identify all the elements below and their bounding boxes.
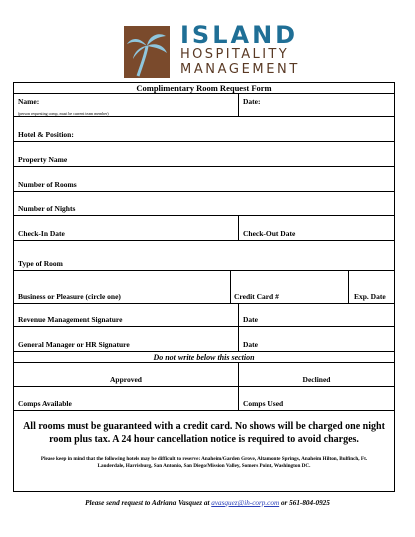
gm-hr-signature-label: General Manager or HR Signature [18, 340, 130, 349]
name-row [14, 94, 394, 117]
contact-email-link[interactable]: avasquez@ih-corp.com [211, 499, 280, 507]
company-logo [118, 20, 298, 82]
revenue-signature-field[interactable] [14, 304, 238, 326]
type-of-room-label: Type of Room [18, 259, 63, 268]
comps-available-label: Comps Available [18, 399, 72, 408]
check-in-label: Check-In Date [18, 229, 65, 238]
check-in-field[interactable] [14, 216, 238, 240]
gm-hr-date-label: Date [243, 340, 258, 349]
revenue-date-label: Date [243, 315, 258, 324]
date-label: Date: [243, 97, 261, 106]
check-out-field[interactable] [238, 216, 394, 240]
logo-island-text: ISLAND [180, 21, 299, 49]
number-of-nights-row[interactable] [14, 192, 394, 216]
hotel-position-row[interactable] [14, 117, 394, 142]
approved-label: Approved [110, 375, 142, 384]
request-form [13, 82, 395, 492]
approval-row [14, 363, 394, 387]
gm-hr-signature-field[interactable] [14, 327, 238, 351]
name-field[interactable] [14, 94, 238, 116]
gm-hr-signature-row [14, 327, 394, 352]
contact-footer [0, 499, 415, 507]
difficult-hotels-note: Please keep in mind that the following hotels may be difficult to reserve: Anaheim/Garden Grove, Altamonte Springs, Anaheim Hilton, Bulfinch, Ft. Lauderdale, Harrisburg, San Antonio, San Diego/Mission Valley, Somers Point, Washington DC. [40, 456, 368, 469]
property-name-row[interactable] [14, 142, 394, 167]
date-field[interactable] [238, 94, 394, 116]
revenue-signature-row [14, 304, 394, 327]
footer-prefix: Please send request to Adriana Vasquez at [85, 499, 212, 507]
form-title-row [14, 83, 394, 94]
comps-used-label: Comps Used [243, 399, 284, 408]
logo-wordmark [180, 23, 300, 77]
footer-suffix: or 561-804-0925 [279, 499, 330, 507]
comps-used-field[interactable] [238, 387, 394, 410]
number-of-rooms-label: Number of Rooms [18, 180, 77, 189]
number-of-rooms-row[interactable] [14, 167, 394, 192]
credit-card-field[interactable] [230, 271, 348, 303]
comps-available-field[interactable] [14, 387, 238, 410]
comps-row [14, 387, 394, 411]
revenue-signature-label: Revenue Management Signature [18, 315, 123, 324]
payment-row [14, 271, 394, 304]
check-out-label: Check-Out Date [243, 229, 296, 238]
property-name-label: Property Name [18, 155, 68, 164]
logo-management-text: MANAGEMENT [180, 62, 300, 77]
name-note: (person requesting comp, must be current team member) [18, 111, 109, 116]
number-of-nights-label: Number of Nights [18, 204, 76, 213]
do-not-write-row [14, 352, 394, 363]
hotel-position-label: Hotel & Position: [18, 130, 74, 139]
exp-date-label: Exp. Date [354, 292, 386, 301]
palm-tree-icon [124, 26, 170, 78]
declined-label: Declined [302, 375, 331, 384]
guarantee-notice: All rooms must be guaranteed with a credit card. No shows will be charged one night room plus tax. A 24 hour cancellation notice is required to avoid charges. [23, 421, 385, 445]
exp-date-field[interactable] [348, 271, 394, 303]
dates-row [14, 216, 394, 241]
credit-card-label: Credit Card # [234, 292, 279, 301]
notice-row [14, 411, 394, 491]
declined-field[interactable] [238, 363, 394, 386]
logo-hospitality-text: HOSPITALITY [180, 47, 290, 62]
revenue-date-field[interactable] [238, 304, 394, 326]
business-pleasure-label: Business or Pleasure (circle one) [18, 292, 121, 301]
form-title: Complimentary Room Request Form [136, 83, 272, 93]
type-of-room-row[interactable] [14, 241, 394, 271]
approved-field[interactable] [14, 363, 238, 386]
business-pleasure-field[interactable] [14, 271, 230, 303]
name-label: Name: [18, 97, 40, 106]
gm-hr-date-field[interactable] [238, 327, 394, 351]
do-not-write-heading: Do not write below this section [153, 353, 255, 362]
